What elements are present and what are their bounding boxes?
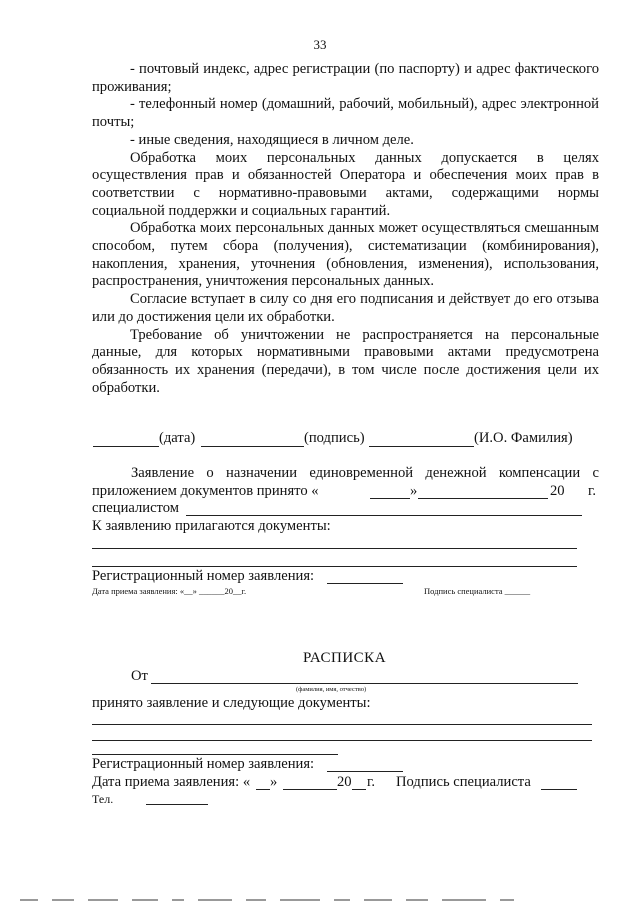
receipt-documents-blank-line	[92, 740, 592, 741]
phone-label: Тел.	[92, 792, 114, 806]
year-suffix: г.	[588, 483, 596, 499]
paragraph: - телефонный номер (домашний, рабочий, мобильный), адрес электронной почты;	[92, 96, 599, 131]
from-caption: (фамилия, имя, отчество)	[296, 686, 367, 693]
reg-number-label: Регистрационный номер заявления:	[92, 568, 315, 584]
year-prefix: 20	[550, 483, 565, 499]
receipt-specialist-signature: Подпись специалиста	[396, 774, 531, 790]
paragraph: - иные сведения, находящиеся в личном деле.	[130, 131, 414, 148]
quote-close: »	[410, 483, 418, 499]
paragraph: - почтовый индекс, адрес регистрации (по паспорту) и адрес фактического проживания;	[92, 61, 599, 95]
consent-text	[92, 61, 599, 397]
paragraph: Обработка моих персональных данных может осуществляться смешанным способом, путем сбора (получения), систематизации (комбинирования), накопления, хранения, уточнения (обновления, изменения), использования, распространения, уничтожения персональных данных.	[92, 220, 599, 290]
month-blank-line	[418, 498, 548, 499]
receipt-year-prefix: 20	[337, 774, 352, 790]
receipt-title: РАСПИСКА	[303, 650, 387, 666]
reg-number-blank-line	[327, 583, 403, 584]
from-label: От	[131, 668, 148, 684]
receipt-month-blank-line	[283, 789, 337, 790]
signature-blank-line	[201, 446, 304, 447]
from-blank-line	[151, 683, 578, 684]
paragraph: Требование об уничтожении не распространяется на персональные данные, для которых нормативными правовыми актами предусмотрена обязанность их хранения (передачи), в том числе после достижения цели их обработки.	[92, 326, 599, 396]
receipt-quote-close: »	[270, 774, 278, 790]
attached-documents-label: К заявлению прилагаются документы:	[92, 518, 331, 534]
specialist-label: специалистом	[92, 500, 179, 516]
name-caption: (И.О. Фамилия)	[474, 430, 573, 446]
receipt-year-suffix: г.	[367, 774, 375, 790]
page-number: 33	[313, 37, 327, 52]
application-accepted-label: приложением документов принято «	[92, 483, 319, 499]
application-line-1: Заявление о назначении единовременной денежной компенсации с	[131, 465, 599, 481]
date-caption: (дата)	[159, 430, 196, 446]
receipt-day-blank-line	[256, 789, 270, 790]
receipt-documents-blank-line	[92, 754, 338, 755]
day-blank-line	[370, 498, 410, 499]
accepted-documents-label: принято заявление и следующие документы:	[92, 695, 371, 711]
paragraph: Согласие вступает в силу со дня его подписания и действует до его отзыва или до достижения цели их обработки.	[92, 291, 599, 325]
receipt-signature-blank-line	[541, 789, 577, 790]
paragraph: Обработка моих персональных данных допускается в целях осуществления прав и обязанностей Оператора и обеспечения моих прав в соответствии с нормативно-правовыми актами, содержащими нормы социальной поддержки и социальных гарантий.	[92, 149, 599, 219]
signature-caption: (подпись)	[304, 430, 365, 446]
specialist-blank-line	[186, 515, 582, 516]
receipt-date-label: Дата приема заявления: «	[92, 774, 251, 790]
receipt-year-blank-line	[352, 789, 366, 790]
scan-edge-artifact	[20, 899, 620, 905]
documents-blank-line	[92, 548, 577, 549]
date-blank-line	[93, 446, 159, 447]
receipt-reg-number-blank-line	[327, 771, 403, 772]
receipt-documents-blank-line	[92, 724, 592, 725]
name-blank-line	[369, 446, 474, 447]
documents-blank-line	[92, 566, 577, 567]
specialist-signature-note: Подпись специалиста ______	[424, 586, 531, 596]
receipt-reg-number-label: Регистрационный номер заявления:	[92, 756, 315, 772]
date-received-note: Дата приема заявления: «__» ______20__г.	[92, 586, 247, 596]
phone-blank-line	[146, 804, 208, 805]
